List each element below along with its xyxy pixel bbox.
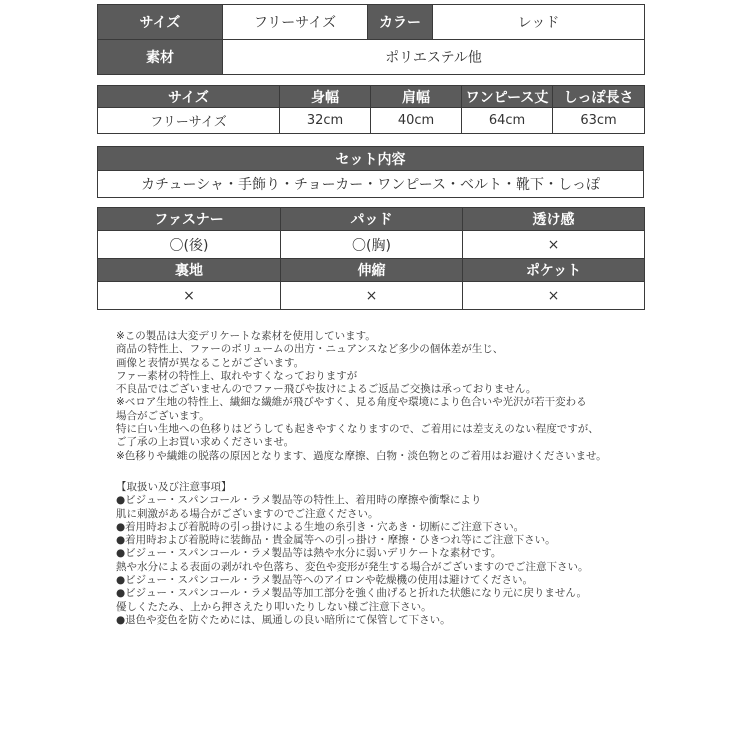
table-header-row <box>98 259 645 282</box>
note-line: 画像と表情が異なることがございます。 <box>116 356 305 369</box>
set-contents-table <box>97 146 644 198</box>
header-size: サイズ <box>98 86 280 108</box>
size-label: サイズ <box>98 5 223 40</box>
header-dress-length: ワンピース丈 <box>462 86 553 108</box>
cell-dress-length: 64cm <box>462 108 553 134</box>
care-line: 優しくたたみ、上から押さえたり叩いたりしない様ご注意下さい。 <box>116 600 432 613</box>
table-row <box>98 231 645 259</box>
header-shoulder-width: 肩幅 <box>371 86 462 108</box>
size-value: フリーサイズ <box>223 5 368 40</box>
note-line: ※ベロア生地の特性上、繊細な繊維が飛びやすく、見る角度や環境により色合いや光沢が若干変わる <box>116 396 587 409</box>
care-line: ●着用時および着脱時の引っ掛けによる生地の糸引き・穴あき・切断にご注意下さい。 <box>116 520 525 533</box>
header-pad: パッド <box>281 208 463 231</box>
note-line: ご了承の上お買い求めくださいませ。 <box>116 436 295 449</box>
note-line: 不良品ではございませんのでファー飛びや抜けによるご返品ご交換は承っておりません。 <box>116 383 537 396</box>
header-fastener: ファスナー <box>98 208 281 231</box>
care-line: ●退色や変色を防ぐためには、風通しの良い暗所にて保管して下さい。 <box>116 613 451 626</box>
header-stretch: 伸縮 <box>281 259 463 282</box>
table-row <box>98 282 645 310</box>
table-header-row <box>98 208 645 231</box>
measurement-table <box>97 85 645 134</box>
note-line: 商品の特性上、ファーのボリュームの出方・ニュアンスなど多少の個体差が生じ、 <box>116 343 504 356</box>
care-line: ●着用時および着脱時に装飾品・貴金属等への引っ掛け・摩擦・ひきつれ等にご注意下さい。 <box>116 534 556 547</box>
note-line: ※この製品は大変デリケートな素材を使用しています。 <box>116 330 376 342</box>
cell-sheerness: × <box>463 231 645 259</box>
cell-stretch: × <box>281 282 463 310</box>
note-line: ※色移りや繊維の脱落の原因となります、過度な摩擦、白物・淡色物とのご着用はお避けくださいませ。 <box>116 449 607 462</box>
note-line: 場合がございます。 <box>116 409 210 422</box>
table-row <box>98 40 645 75</box>
header-body-width: 身幅 <box>280 86 371 108</box>
table-row <box>98 171 644 198</box>
cell-fastener: 〇(後) <box>98 231 281 259</box>
care-instructions <box>116 481 716 627</box>
table-row <box>98 5 645 40</box>
set-contents-value: カチューシャ・手飾り・チョーカー・ワンピース・ベルト・靴下・しっぽ <box>98 171 644 198</box>
care-line: ●ビジュー・スパンコール・ラメ製品等へのアイロンや乾燥機の使用は避けてください。 <box>116 574 533 587</box>
care-line: ●ビジュー・スパンコール・ラメ製品等は熱や水分に弱いデリケートな素材です。 <box>116 547 502 560</box>
cell-shoulder-width: 40cm <box>371 108 462 134</box>
care-title: 【取扱い及び注意事項】 <box>116 481 232 493</box>
header-tail-length: しっぽ長さ <box>553 86 645 108</box>
color-label: カラー <box>368 5 433 40</box>
care-line: ●ビジュー・スパンコール・ラメ製品等の特性上、着用時の摩擦や衝撃により <box>116 494 482 507</box>
care-line: 肌に刺激がある場合がございますのでご注意ください。 <box>116 507 379 520</box>
material-label: 素材 <box>98 40 223 75</box>
header-lining: 裏地 <box>98 259 281 282</box>
cell-lining: × <box>98 282 281 310</box>
note-line: ファー素材の特性上、取れやすくなっておりますが <box>116 369 358 382</box>
cell-tail-length: 63cm <box>553 108 645 134</box>
header-pocket: ポケット <box>463 259 645 282</box>
product-notes <box>116 330 716 463</box>
table-row <box>98 108 645 134</box>
table-header-row <box>98 86 645 108</box>
basic-info-table <box>97 4 645 75</box>
header-sheerness: 透け感 <box>463 208 645 231</box>
cell-body-width: 32cm <box>280 108 371 134</box>
color-value: レッド <box>433 5 645 40</box>
cell-pocket: × <box>463 282 645 310</box>
care-line: 熱や水分による表面の剥がれや色落ち、変色や変形が発生する場合がございますのでご注意下さい。 <box>116 560 589 573</box>
note-line: 特に白い生地への色移りはどうしても起きやすくなりますので、ご着用には差支えのない程度ですが、 <box>116 423 599 436</box>
material-value: ポリエステル他 <box>223 40 645 75</box>
features-table <box>97 207 645 310</box>
table-header-row <box>98 147 644 171</box>
cell-pad: 〇(胸) <box>281 231 463 259</box>
set-contents-header: セット内容 <box>98 147 644 171</box>
cell-size: フリーサイズ <box>98 108 280 134</box>
care-line: ●ビジュー・スパンコール・ラメ製品等加工部分を強く曲げると折れた状態になり元に戻りません。 <box>116 587 588 600</box>
